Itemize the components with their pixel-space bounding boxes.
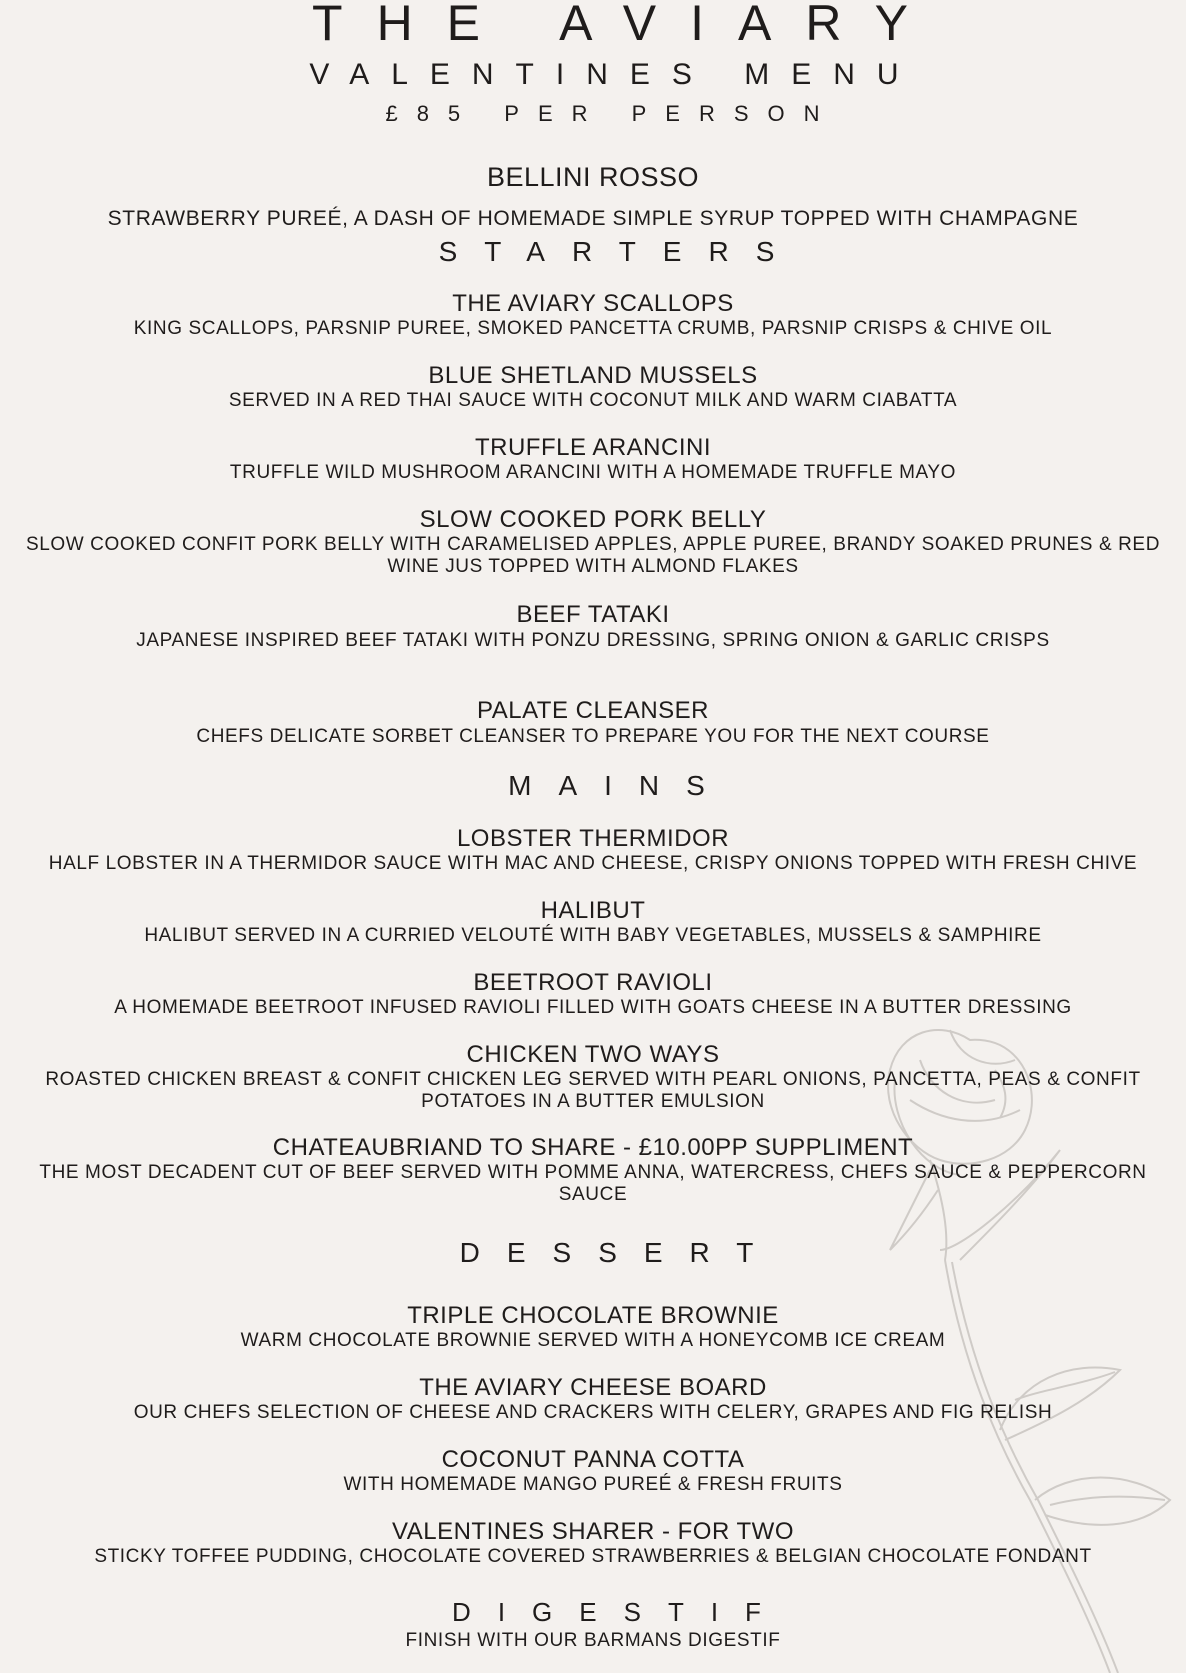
dish-name: BLUE SHETLAND MUSSELS [428, 362, 758, 389]
dish-name: THE AVIARY CHEESE BOARD [419, 1374, 767, 1401]
dish-desc: HALIBUT SERVED IN A CURRIED VELOUTÉ WITH BABY VEGETABLES, MUSSELS & SAMPHIRE [144, 925, 1042, 946]
dish-name: BEETROOT RAVIOLI [473, 969, 713, 996]
menu-price: £85 PER PERSON [385, 101, 839, 126]
dish-name: TRIPLE CHOCOLATE BROWNIE [407, 1302, 779, 1329]
section-heading-starters: STARTERS [438, 236, 802, 267]
dish-desc: JAPANESE INSPIRED BEEF TATAKI WITH PONZU DRESSING, SPRING ONION & GARLIC CRISPS [136, 630, 1050, 651]
dish-desc: SLOW COOKED CONFIT PORK BELLY WITH CARAMELISED APPLES, APPLE PUREE, BRANDY SOAKED PRUNES & RED WINE JUS TOPPED WITH ALMOND FLAKES [25, 534, 1161, 577]
dish-desc: OUR CHEFS SELECTION OF CHEESE AND CRACKERS WITH CELERY, GRAPES AND FIG RELISH [133, 1402, 1053, 1423]
palate-name: PALATE CLEANSER [476, 697, 710, 724]
dish-name: BEEF TATAKI [516, 601, 670, 628]
section-heading-digestif: DIGESTIF [452, 1597, 788, 1627]
dish-name: THE AVIARY SCALLOPS [452, 290, 734, 317]
restaurant-title: THE AVIARY [312, 0, 942, 51]
dish-desc: HALF LOBSTER IN A THERMIDOR SAUCE WITH MAC AND CHEESE, CRISPY ONIONS TOPPED WITH FRESH CHIVE [48, 853, 1138, 874]
drink-desc: STRAWBERRY PUREÉ, A DASH OF HOMEMADE SIMPLE SYRUP TOPPED WITH CHAMPAGNE [107, 207, 1079, 230]
dish-desc: WITH HOMEMADE MANGO PUREÉ & FRESH FRUITS [343, 1474, 843, 1495]
dish-desc: ROASTED CHICKEN BREAST & CONFIT CHICKEN LEG SERVED WITH PEARL ONIONS, PANCETTA, PEAS & CONFIT POTATOES IN A BUTTER EMULSION [45, 1069, 1141, 1112]
palate-desc: CHEFS DELICATE SORBET CLEANSER TO PREPARE YOU FOR THE NEXT COURSE [196, 726, 990, 747]
digestif-desc: FINISH WITH OUR BARMANS DIGESTIF [405, 1630, 781, 1651]
dish-desc: SERVED IN A RED THAI SAUCE WITH COCONUT MILK AND WARM CIABATTA [228, 390, 958, 411]
dish-desc: A HOMEMADE BEETROOT INFUSED RAVIOLI FILLED WITH GOATS CHEESE IN A BUTTER DRESSING [114, 997, 1072, 1018]
section-heading-mains: MAINS [508, 770, 732, 801]
dish-name: CHATEAUBRIAND TO SHARE - £10.00PP SUPPLIMENT [272, 1134, 914, 1161]
dish-name: COCONUT PANNA COTTA [441, 1446, 745, 1473]
dish-name: HALIBUT [540, 897, 646, 924]
dish-name: LOBSTER THERMIDOR [456, 825, 730, 852]
dish-desc: THE MOST DECADENT CUT OF BEEF SERVED WITH POMME ANNA, WATERCRESS, CHEFS SAUCE & PEPPERCORN SAUCE [39, 1162, 1147, 1205]
dish-name: CHICKEN TWO WAYS [466, 1041, 720, 1068]
dish-name: TRUFFLE ARANCINI [474, 434, 712, 461]
dish-name: SLOW COOKED PORK BELLY [419, 506, 767, 533]
section-heading-dessert: DESSERT [459, 1237, 781, 1268]
dish-desc: KING SCALLOPS, PARSNIP PUREE, SMOKED PANCETTA CRUMB, PARSNIP CRISPS & CHIVE OIL [133, 318, 1053, 339]
menu-subtitle: VALENTINES MENU [309, 58, 921, 91]
dish-desc: TRUFFLE WILD MUSHROOM ARANCINI WITH A HOMEMADE TRUFFLE MAYO [229, 462, 957, 483]
dish-desc: STICKY TOFFEE PUDDING, CHOCOLATE COVERED STRAWBERRIES & BELGIAN CHOCOLATE FONDANT [94, 1546, 1092, 1567]
drink-name: BELLINI ROSSO [486, 162, 700, 192]
dish-desc: WARM CHOCOLATE BROWNIE SERVED WITH A HONEYCOMB ICE CREAM [240, 1330, 946, 1351]
dish-name: VALENTINES SHARER - FOR TWO [392, 1518, 794, 1545]
